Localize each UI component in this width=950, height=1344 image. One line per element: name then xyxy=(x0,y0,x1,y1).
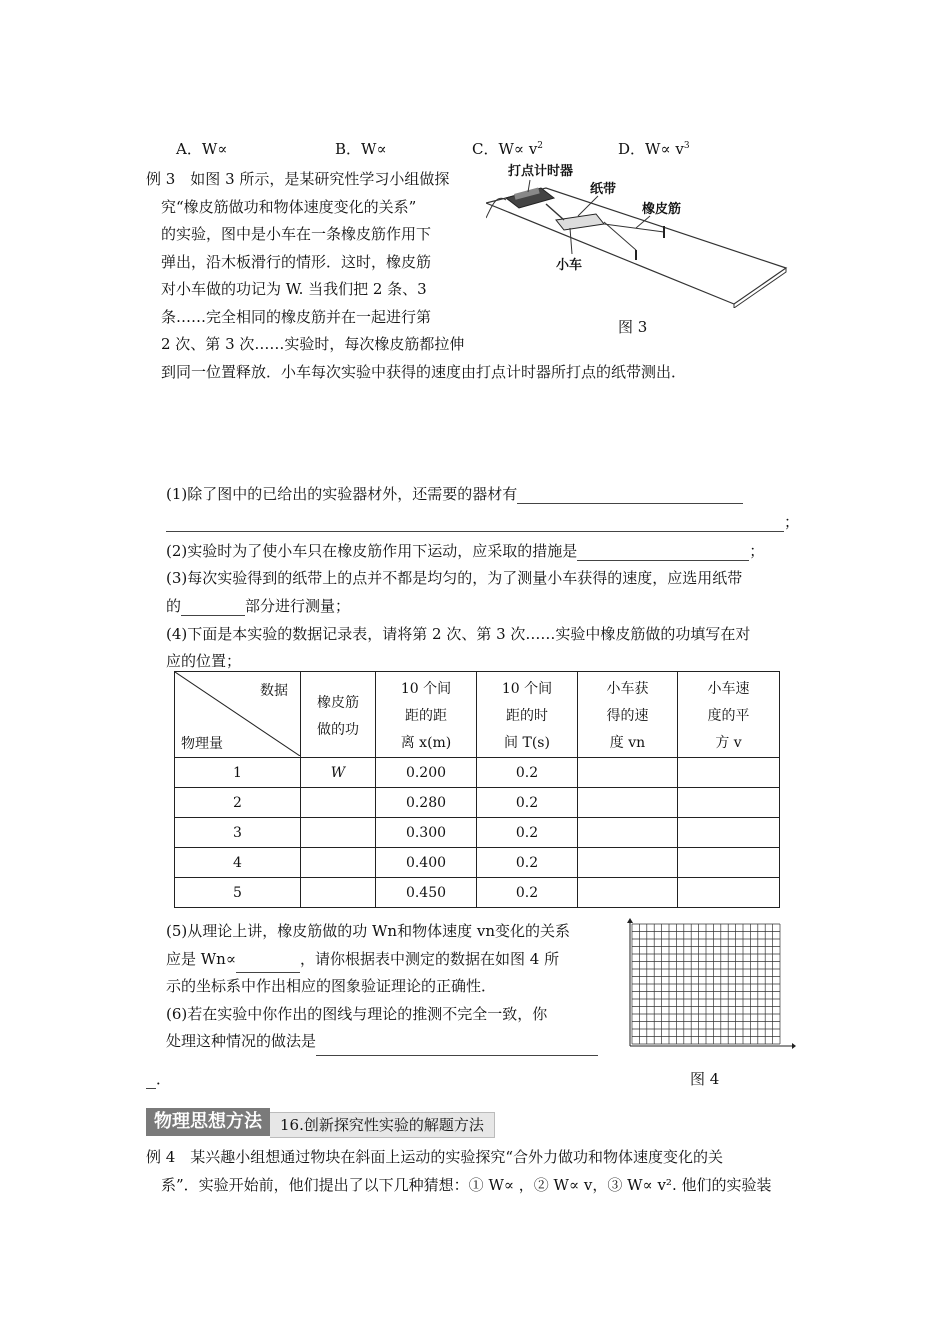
fig3-label-tape: 纸带 xyxy=(590,182,617,197)
cell xyxy=(678,848,780,878)
table-row xyxy=(175,878,780,908)
cell: 5 xyxy=(175,878,301,908)
data-table xyxy=(174,671,780,908)
cell: 0.2 xyxy=(477,818,578,848)
question-2: (2)实验时为了使小车只在橡皮筋作用下运动，应采取的措施是 ； xyxy=(166,542,765,560)
header-velocity xyxy=(578,672,678,758)
cell xyxy=(578,878,678,908)
ex3-line: 2 次、第 3 次……实验时，每次橡皮筋都拉伸 xyxy=(146,335,465,353)
example4-line1: 例 4 某兴趣小组想通过物块在斜面上运动的实验探究“合外力做功和物体速度变化的关 xyxy=(146,1148,723,1166)
cell: 2 xyxy=(175,788,301,818)
cell: 0.200 xyxy=(376,758,477,788)
cell: 0.300 xyxy=(376,818,477,848)
cell: 3 xyxy=(175,818,301,848)
cell: 0.450 xyxy=(376,878,477,908)
option-d: D．$W\propto v^3$ xyxy=(618,140,690,158)
cell xyxy=(678,878,780,908)
diagonal-header-cell xyxy=(175,672,301,758)
header-distance xyxy=(376,672,477,758)
cell xyxy=(578,848,678,878)
question-5-cont: 应是 Wn∝ ，请你根据表中测定的数据在如图 4 所 xyxy=(166,946,598,974)
table-row xyxy=(175,758,780,788)
option-a: A．W∝ xyxy=(176,140,228,158)
cell: 0.2 xyxy=(477,758,578,788)
question-4: (4)下面是本实验的数据记录表，请将第 2 次、第 3 次……实验中橡皮筋做的功填写在对 xyxy=(166,625,751,643)
banner-title: 物理思想方法 xyxy=(146,1108,270,1136)
ex3-line: 究“橡皮筋做功和物体速度变化的关系” xyxy=(146,197,417,216)
cell: 0.400 xyxy=(376,848,477,878)
question-5-6 xyxy=(166,918,598,1056)
header-distance-text: 10 个间 距的距 离 x(m) xyxy=(400,681,452,751)
diag-top-label: 数据 xyxy=(260,683,288,699)
cell xyxy=(678,788,780,818)
table-row xyxy=(175,848,780,878)
cell: 0.2 xyxy=(477,848,578,878)
header-time-text: 10 个间 距的时 间 T(s) xyxy=(501,681,553,751)
header-time xyxy=(477,672,578,758)
question-1-cont: ； xyxy=(166,511,799,532)
table-row xyxy=(175,818,780,848)
example4-line2: 系”．实验开始前，他们提出了以下几种猜想：① W∝ ，② W∝ v，③ W∝ v². 他们的实验装 xyxy=(146,1176,772,1194)
figure4-grid xyxy=(626,918,796,1052)
figure4-caption: 图 4 xyxy=(690,1070,720,1088)
cell: 0.2 xyxy=(477,878,578,908)
ex3-line: 对小车做的功记为 W. 当我们把 2 条、3 xyxy=(146,280,427,298)
fig3-label-timer: 打点计时器 xyxy=(508,164,574,179)
header-work xyxy=(301,672,376,758)
header-velocity-text: 小车获 得的速 度 vn xyxy=(606,681,649,751)
question-3: (3)每次实验得到的纸带上的点并不都是均匀的，为了测量小车获得的速度，应选用纸带 xyxy=(166,569,743,587)
question-6-cont: 处理这种情况的做法是 xyxy=(166,1028,598,1056)
question-6-end: ． xyxy=(146,1068,171,1089)
cell xyxy=(678,818,780,848)
cell xyxy=(301,848,376,878)
cell: 4 xyxy=(175,848,301,878)
cell: 1 xyxy=(175,758,301,788)
fig3-label-band: 橡皮筋 xyxy=(642,202,682,217)
cell xyxy=(301,818,376,848)
cell xyxy=(578,818,678,848)
ex3-line: 条……完全相同的橡皮筋并在一起进行第 xyxy=(146,307,432,326)
cell xyxy=(301,878,376,908)
banner-subtitle: 16.创新探究性实验的解题方法 xyxy=(270,1112,495,1138)
question-4-cont: 应的位置； xyxy=(166,652,242,670)
question-6: (6)若在实验中你作出的图线与理论的推测不完全一致，你 xyxy=(166,1004,548,1023)
cell xyxy=(578,788,678,818)
option-c: C．$W\propto v^2$ xyxy=(472,140,544,158)
cell: W xyxy=(301,758,376,788)
cell xyxy=(301,788,376,818)
fig3-label-cart: 小车 xyxy=(556,258,583,273)
section-banner xyxy=(146,1108,495,1136)
header-work-text: 橡皮筋 做的功 xyxy=(317,694,359,738)
cell xyxy=(578,758,678,788)
cell: 0.2 xyxy=(477,788,578,818)
ex3-line: 的实验，图中是小车在一条橡皮筋作用下 xyxy=(146,225,432,243)
header-velocity-sq-text: 小车速 度的平 方 v xyxy=(707,681,750,751)
table-row xyxy=(175,788,780,818)
question-1: (1)除了图中的已给出的实验器材外，还需要的器材有 xyxy=(166,483,743,504)
header-velocity-sq xyxy=(678,672,780,758)
ex3-line: 弹出，沿木板滑行的情形．这时，橡皮筋 xyxy=(146,252,432,271)
figure3-caption: 图 3 xyxy=(618,318,648,336)
cell: 0.280 xyxy=(376,788,477,818)
option-b: B．W∝ xyxy=(335,140,387,158)
question-5-cont2: 示的坐标系中作出相应的图象验证理论的正确性． xyxy=(166,977,497,995)
question-5: (5)从理论上讲，橡皮筋做的功 Wn和物体速度 vn变化的关系 xyxy=(166,922,570,940)
diag-bottom-label: 物理量 xyxy=(181,736,223,752)
question-3-cont: 的 部分进行测量； xyxy=(166,597,351,615)
ex3-line: 例 3 如图 3 所示，是某研究性学习小组做探 xyxy=(146,170,450,188)
ex3-line: 到同一位置释放．小车每次实验中获得的速度由打点计时器所打点的纸带测出． xyxy=(146,362,687,381)
figure3-apparatus xyxy=(486,158,791,308)
cell xyxy=(678,758,780,788)
